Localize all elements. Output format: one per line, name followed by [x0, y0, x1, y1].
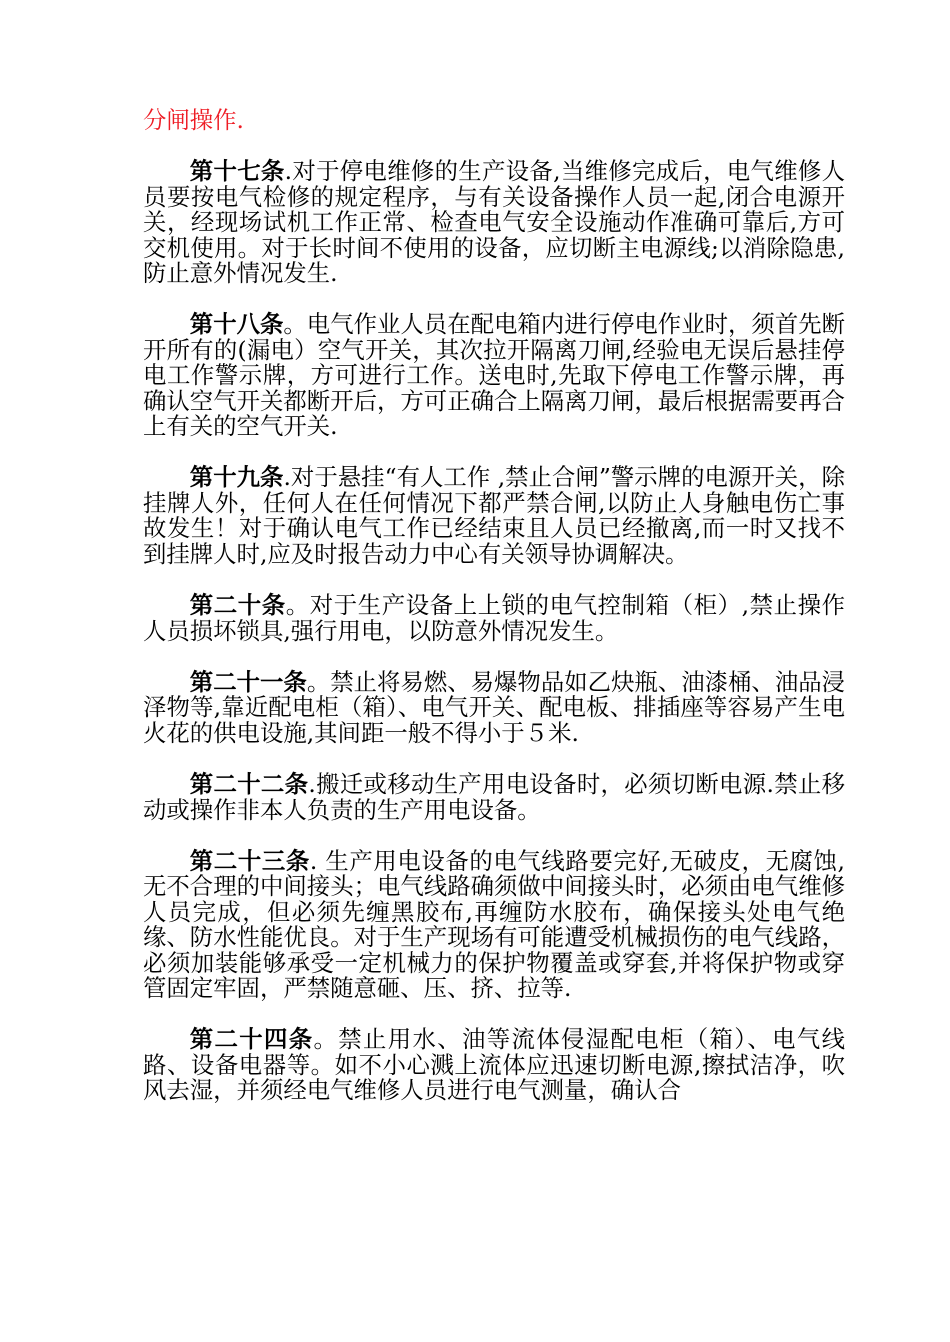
article-23 — [143, 846, 845, 1002]
article-body: .搬迁或移动生产用电设备时，必须切断电源.禁止移动或操作非本人负责的生产用电设备。 — [143, 770, 846, 824]
article-18 — [143, 312, 845, 439]
article-heading: 第二十条 — [189, 591, 286, 620]
article-17 — [143, 159, 845, 286]
article-body: 。对于生产设备上上锁的电气控制箱（柜）,禁止操作人员损坏锁具,强行用电，以防意外情况发生。 — [143, 591, 845, 645]
article-heading: 第十七条 — [189, 157, 285, 186]
article-22 — [143, 772, 845, 823]
article-heading: 第二十二条 — [189, 770, 309, 799]
article-heading: 第二十一条 — [189, 667, 307, 696]
article-body: . 生产用电设备的电气线路要完好,无破皮，无腐蚀,无不合理的中间接头；电气线路确须做中间接头时，必须由电气维修人员完成，但必须先缠黑胶布,再缠防水胶布，确保接头处电气绝缘、防水性能优良。对于生产现场有可能遭受机械损伤的电气线路，必须加装能够承受一定机械力的保护物覆盖或穿套,并将保护物或穿管固定牢固，严禁随意砸、压、挤、拉等. — [143, 846, 845, 1002]
article-body: .对于停电维修的生产设备,当维修完成后，电气维修人员要按电气检修的规定程序，与有关设备操作人员一起,闭合电源开关，经现场试机工作正常、检查电气安全设施动作准确可靠后,方可交机使用。对于长时间不使用的设备，应切断主电源线;以消除隐患,防止意外情况发生. — [143, 157, 846, 288]
article-heading: 第十八条 — [189, 310, 284, 339]
article-24 — [143, 1027, 845, 1103]
article-19 — [143, 465, 845, 567]
continuation-text: 分闸操作. — [143, 106, 244, 134]
article-body: 。禁止用水、油等流体侵湿配电柜（箱）、电气线路、设备电器等。如不小心溅上流体应迅速切断电源,擦拭洁净，吹风去湿，并须经电气维修人员进行电气测量，确认合 — [143, 1025, 845, 1105]
document-page — [143, 108, 845, 1130]
article-body: .对于悬挂“有人工作 ,禁止合闸”警示牌的电源开关，除挂牌人外，任何人在任何情况下都严禁合闸,以防止人身触电伤亡事故发生！对于确认电气工作已经结束且人员已经撤离,而一时又找不到挂牌人时,应及时报告动力中心有关领导协调解决。 — [143, 463, 845, 568]
article-21 — [143, 667, 846, 747]
article-heading: 第十九条 — [189, 463, 284, 492]
article-heading: 第二十四条 — [189, 1025, 314, 1054]
article-body: 。电气作业人员在配电箱内进行停电作业时，须首先断开所有的(漏电）空气开关，其次拉开隔离刀闸,经验电无误后悬挂停电工作警示牌，方可进行工作。送电时,先取下停电工作警示牌，再确认空气开关都断开后，方可正确合上隔离刀闸，最后根据需要再合上有关的空气开关. — [143, 310, 846, 441]
article-20 — [143, 593, 845, 644]
article-body: 。禁止将易燃、易爆物品如乙炔瓶、油漆桶、油品浸泽物等,靠近配电柜（箱）、电气开关、配电板、排插座等容易产生电火花的供电设施,其间距一般不得小于５米. — [143, 667, 846, 747]
article-heading: 第二十三条 — [189, 846, 310, 875]
